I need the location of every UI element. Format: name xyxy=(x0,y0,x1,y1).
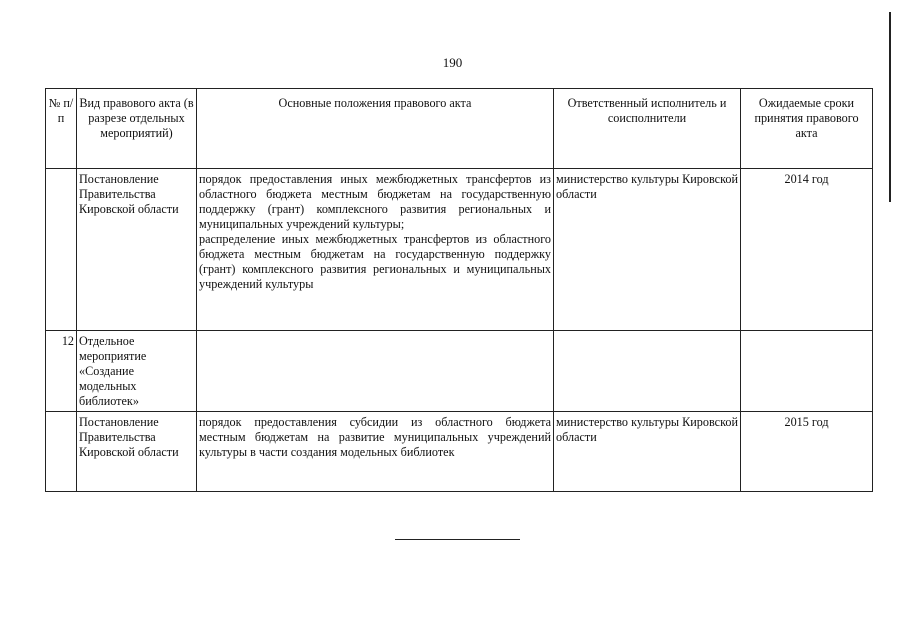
cell-num: 12 xyxy=(46,331,77,412)
header-responsible: Ответственный исполнитель и соисполнители xyxy=(554,89,741,169)
legal-acts-table xyxy=(45,88,873,492)
footer-separator-line xyxy=(395,539,520,540)
cell-responsible xyxy=(554,331,741,412)
header-expected-term: Ожидаемые сроки принятия правового акта xyxy=(741,89,873,169)
cell-act-type: Отдельное мероприятие «Создание модельных библиотек» xyxy=(77,331,197,412)
page-number: 190 xyxy=(442,55,463,70)
header-num: № п/п xyxy=(46,89,77,169)
cell-responsible: министерство культуры Кировской области xyxy=(554,169,741,331)
cell-expected-term xyxy=(741,331,873,412)
cell-expected-term: 2014 год xyxy=(741,169,873,331)
table-row xyxy=(46,412,873,492)
table-row xyxy=(46,331,873,412)
cell-main-provisions xyxy=(197,169,554,331)
cell-main-provisions: порядок предоставления субсидии из областного бюджета местным бюджетам на развитие муниципальных учреждений культуры в части создания модельных библиотек xyxy=(197,412,554,492)
table-row xyxy=(46,169,873,331)
cell-expected-term: 2015 год xyxy=(741,412,873,492)
cell-act-type: Постановление Правительства Кировской области xyxy=(77,169,197,331)
cell-responsible: министерство культуры Кировской области xyxy=(554,412,741,492)
header-act-type: Вид правового акта (в разрезе отдельных мероприятий) xyxy=(77,89,197,169)
main-provision-item: порядок предоставления иных межбюджетных трансфертов из областного бюджета местным бюджетам на государственную поддержку (грант) комплексного развития региональных и муниципальных учреждений культуры; xyxy=(199,172,551,231)
table-header-row xyxy=(46,89,873,169)
cell-main-provisions xyxy=(197,331,554,412)
main-provision-item: распределение иных межбюджетных трансфертов из областного бюджета местным бюджетам на государственную поддержку (грант) комплексного развития региональных и муниципальных учреждений культуры xyxy=(199,232,551,291)
header-main-provisions: Основные положения правового акта xyxy=(197,89,554,169)
cell-num xyxy=(46,412,77,492)
page-edge-line xyxy=(889,12,891,202)
cell-act-type: Постановление Правительства Кировской области xyxy=(77,412,197,492)
cell-num xyxy=(46,169,77,331)
